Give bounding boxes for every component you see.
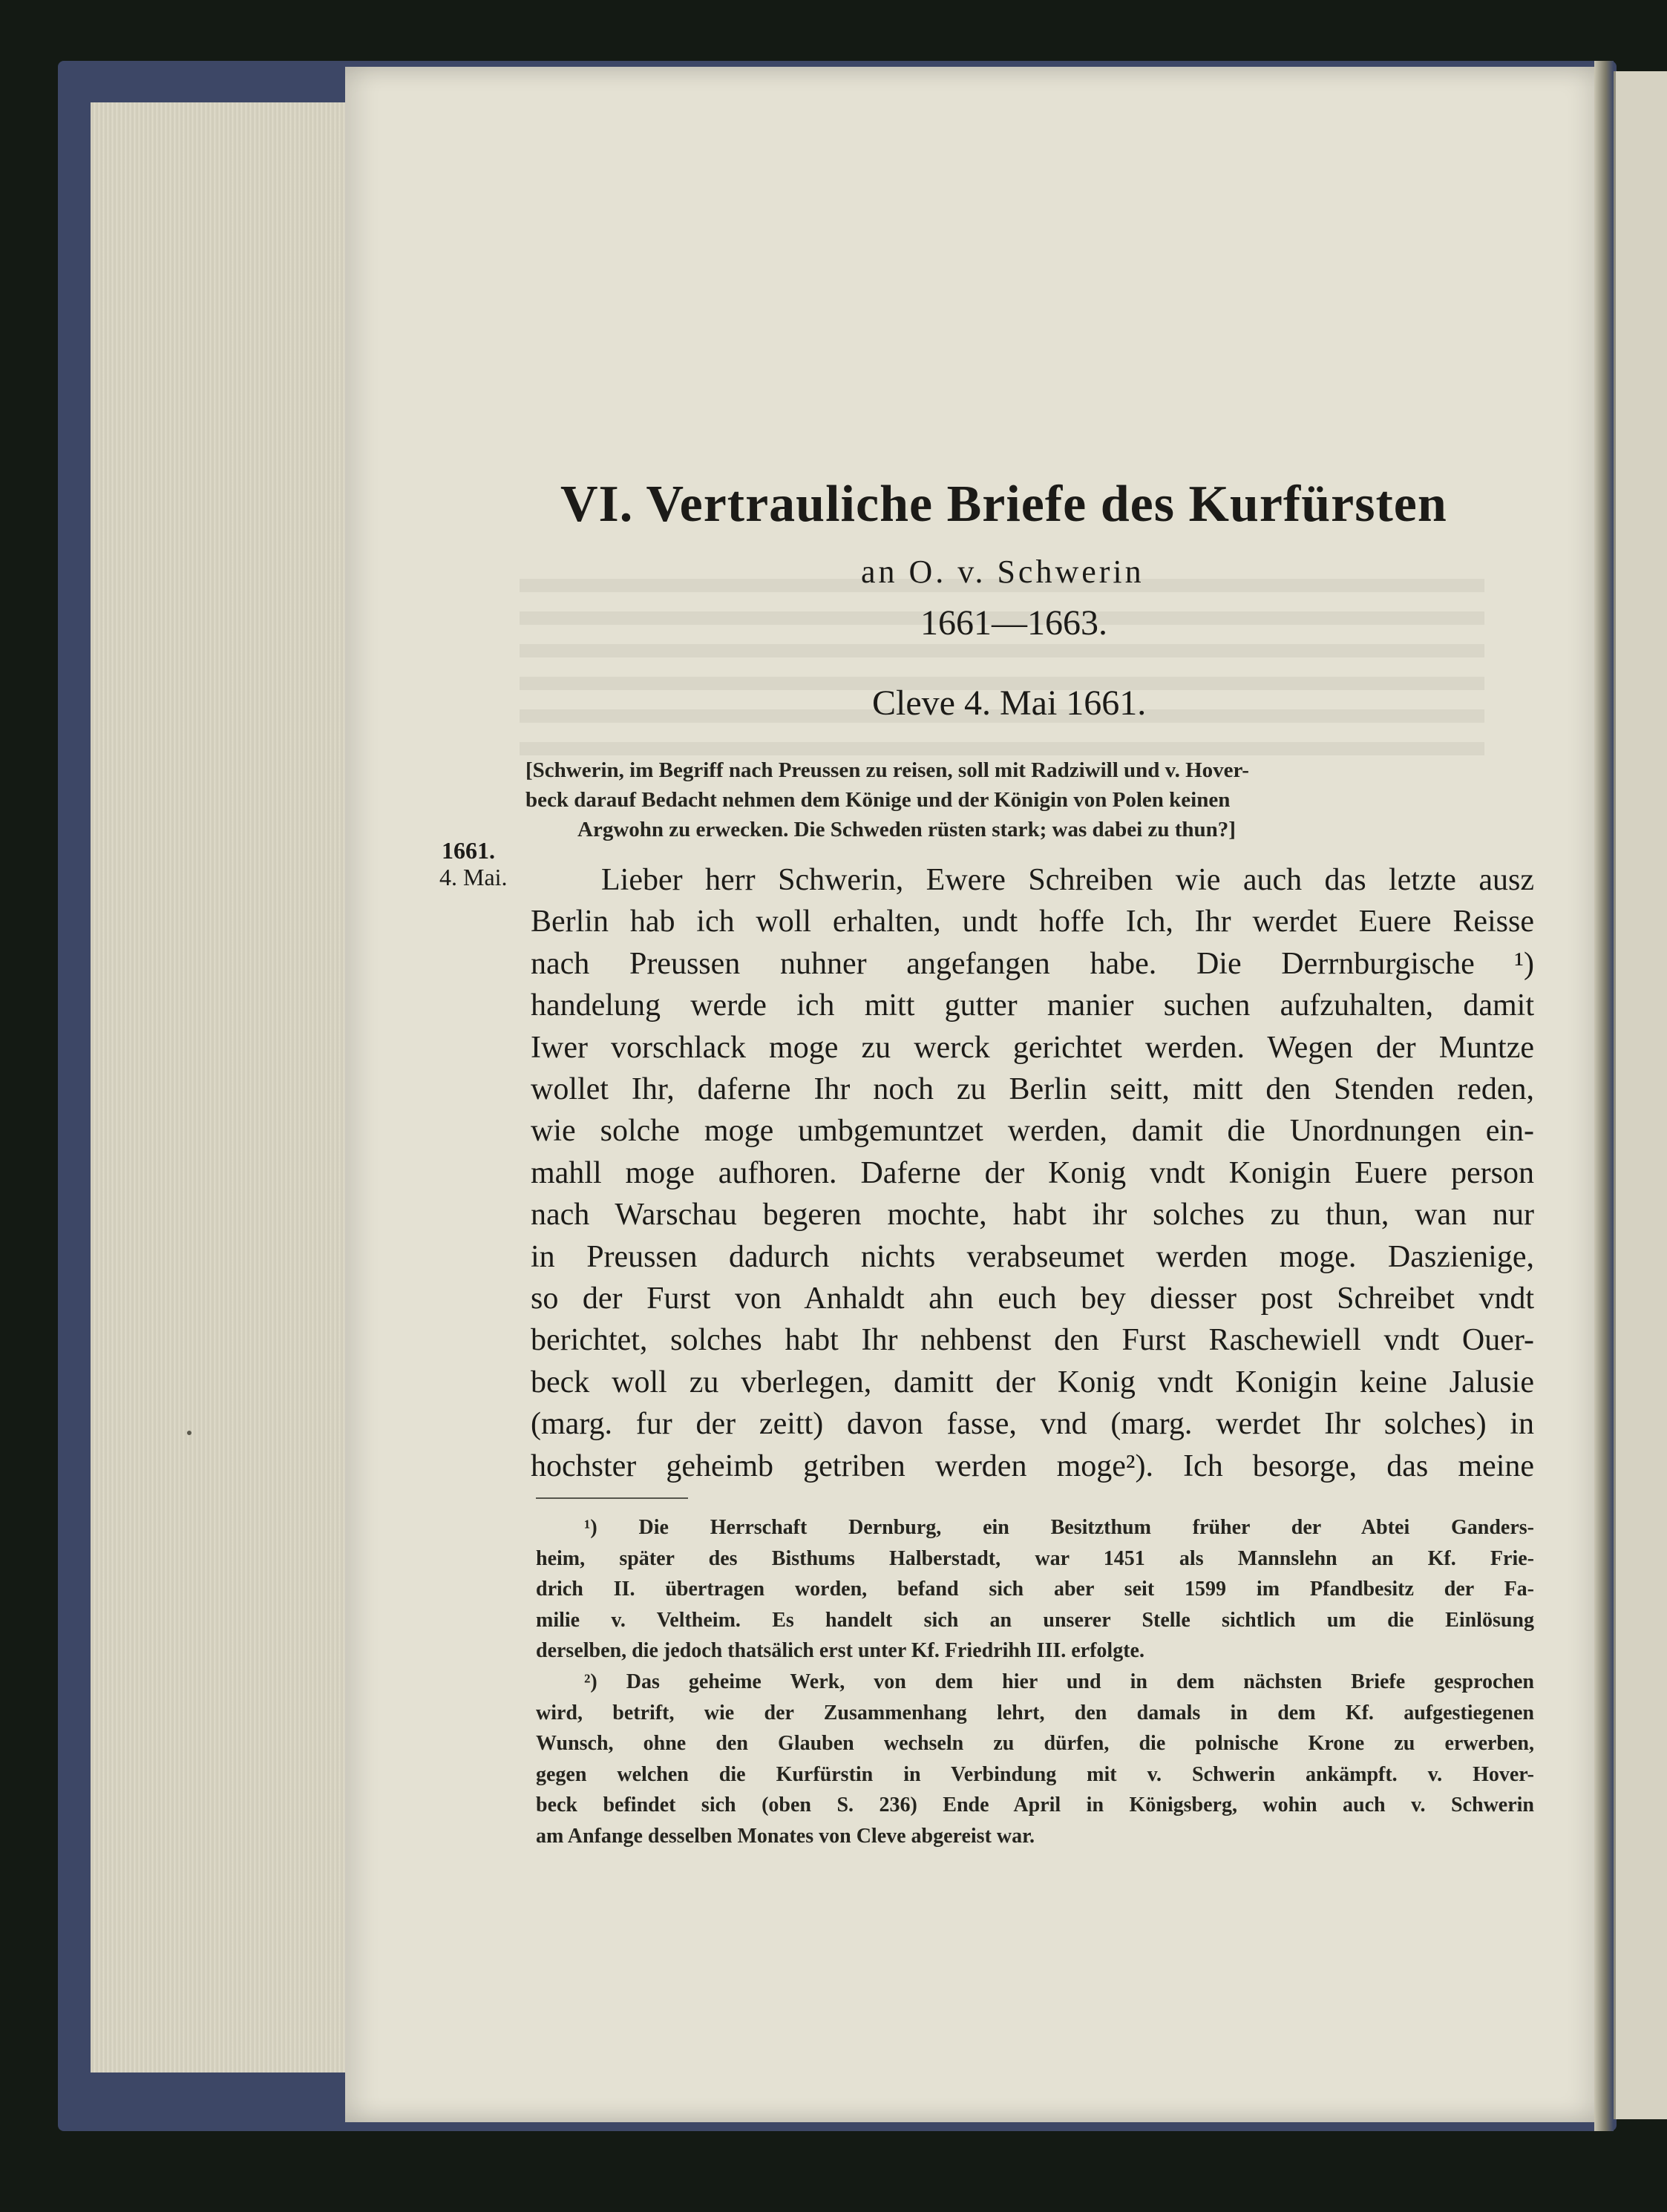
summary-line: [Schwerin, im Begriff nach Preussen zu reisen, soll mit Radziwill und v. Hover- <box>525 758 1249 782</box>
footnote-line: wird, betrift, wie der Zusammenhang lehrt, den damals in dem Kf. aufgestiegenen <box>536 1701 1534 1724</box>
footnote-line: milie v. Veltheim. Es handelt sich an unserer Stelle sichtlich um die Einlösung <box>536 1608 1534 1632</box>
paper-speck <box>187 1431 191 1435</box>
body-line: wollet Ihr, daferne Ihr noch zu Berlin seitt, mitt den Stenden reden, <box>531 1072 1534 1107</box>
footnote-line: am Anfange desselben Monates von Cleve abgereist war. <box>536 1824 1035 1848</box>
body-line: in Preussen dadurch nichts verabseumet werden moge. Daszienige, <box>531 1239 1534 1274</box>
footnote-line: drich II. übertragen worden, befand sich aber seit 1599 im Pfandbesitz der Fa- <box>536 1578 1534 1601</box>
chapter-subtitle: an O. v. Schwerin <box>861 554 1144 590</box>
page-block-edge <box>91 102 348 2072</box>
body-line: berichtet, solches habt Ihr nehbenst den Furst Raschewiell vndt Ouer- <box>531 1323 1534 1358</box>
letter-body <box>531 859 1534 1487</box>
body-line: hochster geheimb getriben werden moge²). Ich besorge, das meine <box>531 1448 1534 1483</box>
margin-year: 1661. <box>442 837 495 864</box>
body-line: so der Furst von Anhaldt ahn euch bey diesser post Schreibet vndt <box>531 1281 1534 1316</box>
facing-page-edge <box>1614 71 1667 2119</box>
body-line: Lieber herr Schwerin, Ewere Schreiben wie auch das letzte ausz <box>601 863 1534 897</box>
footnote-line: heim, später des Bisthums Halberstadt, war 1451 als Mannslehn an Kf. Frie- <box>536 1546 1534 1570</box>
body-line: handelung werde ich mitt gutter manier suchen aufzuhalten, damit <box>531 988 1534 1023</box>
body-line: wie solche moge umbgemuntzet werden, damit die Unordnungen ein- <box>531 1114 1534 1149</box>
footnote-line: ¹) Die Herrschaft Dernburg, ein Besitzthum früher der Abtei Ganders- <box>584 1516 1534 1539</box>
footnote-line: derselben, die jedoch thatsälich erst unter Kf. Friedrihh III. erfolgte. <box>536 1639 1144 1663</box>
chapter-years: 1661—1663. <box>920 603 1107 643</box>
footnote-line: Wunsch, ohne den Glauben wechseln zu dürfen, die polnische Krone zu erwerben, <box>536 1732 1534 1756</box>
summary-line: Argwohn zu erwecken. Die Schweden rüsten stark; was dabei zu thun?] <box>577 818 1236 841</box>
footnote-rule <box>536 1497 688 1499</box>
letter-dateline: Cleve 4. Mai 1661. <box>872 683 1147 723</box>
margin-date: 4. Mai. <box>439 864 508 890</box>
chapter-title: VI. Vertrauliche Briefe des Kurfürsten <box>560 476 1447 533</box>
footnote-line: gegen welchen die Kurfürstin in Verbindung mit v. Schwerin ankämpft. v. Hover- <box>536 1762 1534 1786</box>
body-line: nach Warschau begeren mochte, habt ihr solches zu thun, wan nur <box>531 1198 1534 1233</box>
body-line: mahll moge aufhoren. Daferne der Konig vndt Konigin Euere person <box>531 1155 1534 1190</box>
footnote-line: beck befindet sich (oben S. 236) Ende April in Königsberg, wohin auch v. Schwerin <box>536 1793 1534 1817</box>
body-line: Berlin hab ich woll erhalten, undt hoffe Ich, Ihr werdet Euere Reisse <box>531 905 1534 939</box>
body-line: nach Preussen nuhner angefangen habe. Die Derrnburgische ¹) <box>531 946 1534 981</box>
body-line: beck woll zu vberlegen, damitt der Konig vndt Konigin keine Jalusie <box>531 1365 1534 1399</box>
footnotes <box>536 1512 1534 1852</box>
summary-line: beck darauf Bedacht nehmen dem Könige und der Königin von Polen keinen <box>525 788 1231 812</box>
book-gutter <box>1594 61 1614 2131</box>
letter-summary <box>525 755 1496 844</box>
footnote-line: ²) Das geheime Werk, von dem hier und in dem nächsten Briefe gesprochen <box>584 1670 1534 1693</box>
body-line: Iwer vorschlack moge zu werck gerichtet werden. Wegen der Muntze <box>531 1030 1534 1065</box>
body-line: (marg. fur der zeitt) davon fasse, vnd (marg. werdet Ihr solches) in <box>531 1407 1534 1442</box>
